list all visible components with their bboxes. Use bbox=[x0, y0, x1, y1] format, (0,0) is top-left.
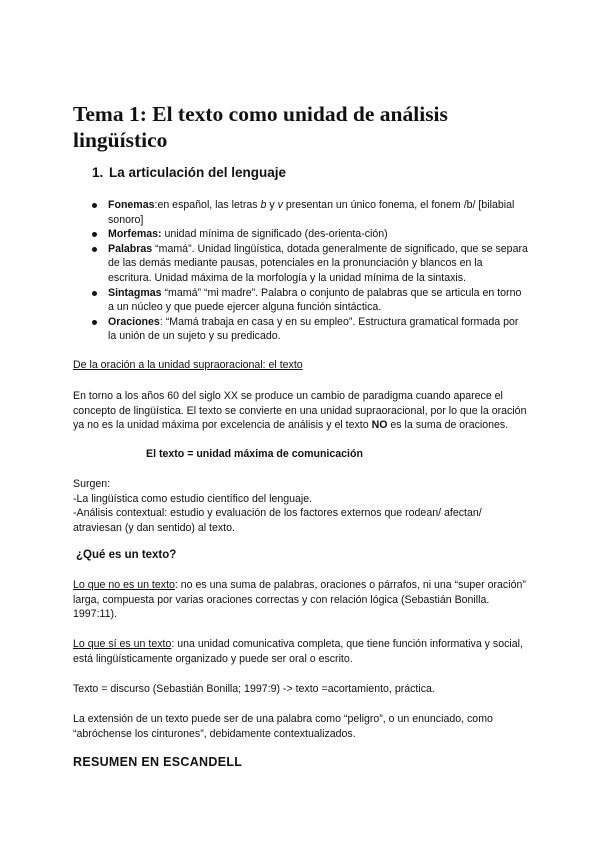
term: Oraciones bbox=[108, 315, 160, 328]
paragraph-text: En torno a los años 60 del siglo XX se produce un cambio de paradigma cuando aparece el concepto de lingüística. El texto se convierte en una unidad supraoracional, por lo que la oración ya no es la unidad máxima por excelencia de análisis y el texto bbox=[73, 390, 527, 432]
term: Palabras bbox=[108, 242, 153, 255]
definition-text: :en español, las letras bbox=[154, 199, 261, 211]
bullet-icon bbox=[92, 320, 97, 325]
bullet-icon bbox=[92, 203, 97, 208]
question-heading: ¿Qué es un texto? bbox=[76, 549, 177, 561]
term: Morfemas: bbox=[108, 228, 162, 241]
italic-letter: v bbox=[277, 199, 283, 211]
paragraph-text: : una unidad comunicativa completa, que tiene función informativa y social, está lingüísticamente organizado y puede ser oral o escrito. bbox=[73, 638, 523, 665]
definition-text: “mamá”. Unidad lingüística, dotada generalmente de significado, que se separa de las demás mediante pausas, potenciales en la pronunciación y blancos en la escritura. Unidad máxima de la morfología y la unidad mínima de la sintaxis. bbox=[108, 242, 528, 284]
paragraph-no-es bbox=[73, 578, 533, 622]
term: Fonemas bbox=[108, 199, 155, 211]
surgen-label: Surgen: bbox=[73, 478, 111, 490]
emphasis-no: NO bbox=[371, 419, 388, 432]
section-number: 1. bbox=[92, 165, 104, 180]
paragraph-si-es bbox=[73, 637, 533, 666]
equation-line: Texto = discurso (Sebastián Bonilla; 1997:9) -> texto =acortamiento, práctica. bbox=[73, 683, 435, 695]
surgen-item: -La lingüística como estudio científico del lenguaje. bbox=[73, 492, 313, 505]
underlined-label: Lo que sí es un texto bbox=[73, 638, 172, 650]
surgen-block bbox=[73, 477, 533, 535]
paragraph-paradigm bbox=[73, 389, 533, 433]
list-item-sintagmas bbox=[89, 286, 529, 315]
definition-text: y bbox=[266, 199, 278, 211]
surgen-item: -Análisis contextual: estudio y evaluación de los factores externos que rodean/ afectan/ atraviesan (y dan sentido) al texto. bbox=[73, 507, 482, 534]
definition-line: El texto = unidad máxima de comunicación bbox=[146, 448, 363, 460]
bullet-icon bbox=[92, 247, 97, 252]
resumen-heading: RESUMEN EN ESCANDELL bbox=[73, 755, 243, 769]
section-heading-text: La articulación del lenguaje bbox=[109, 165, 287, 180]
definition-text: : “Mamá trabaja en casa y en su empleo”. Estructura gramatical formada por la unión de un sujeto y su predicado. bbox=[108, 315, 519, 343]
definition-text: presentan un único fonema, el fonem /b/ [bilabial sonoro] bbox=[108, 199, 515, 226]
bullet-icon bbox=[92, 232, 97, 237]
italic-letter: b bbox=[260, 199, 267, 211]
definition-text: “mamá” “mi madre”. Palabra o conjunto de palabras que se articula en torno a un núcleo y que puede ejercer alguna función sintáctica. bbox=[108, 286, 522, 314]
units-list bbox=[89, 198, 529, 344]
paragraph-extension: La extensión de un texto puede ser de una palabra como “peligro”, o un enunciado, como “abróchense los cinturones”, debidamente contextualizados. bbox=[73, 713, 493, 740]
subheading-text: De la oración a la unidad supraoracional: el texto bbox=[73, 359, 303, 371]
document-title: Tema 1: El texto como unidad de análisis lingüístico bbox=[73, 102, 448, 152]
section-heading bbox=[92, 165, 286, 180]
underlined-label: Lo que no es un texto bbox=[73, 579, 175, 591]
subheading bbox=[73, 358, 533, 373]
list-item-fonemas bbox=[89, 198, 529, 227]
paragraph-text: es la suma de oraciones. bbox=[387, 419, 509, 432]
bullet-icon bbox=[92, 291, 97, 296]
paragraph-text: : no es una suma de palabras, oraciones o párrafos, ni una “super oración” larga, compuesta por varias oraciones correctas y con relación lógica (Sebastián Bonilla. 1997:11). bbox=[73, 579, 526, 621]
list-item-morfemas bbox=[89, 227, 529, 242]
term: Sintagmas bbox=[108, 286, 162, 299]
list-item-oraciones bbox=[89, 315, 529, 344]
definition-text: unidad mínima de significado (des-orienta-ción) bbox=[161, 228, 388, 241]
list-item-palabras bbox=[89, 242, 529, 286]
